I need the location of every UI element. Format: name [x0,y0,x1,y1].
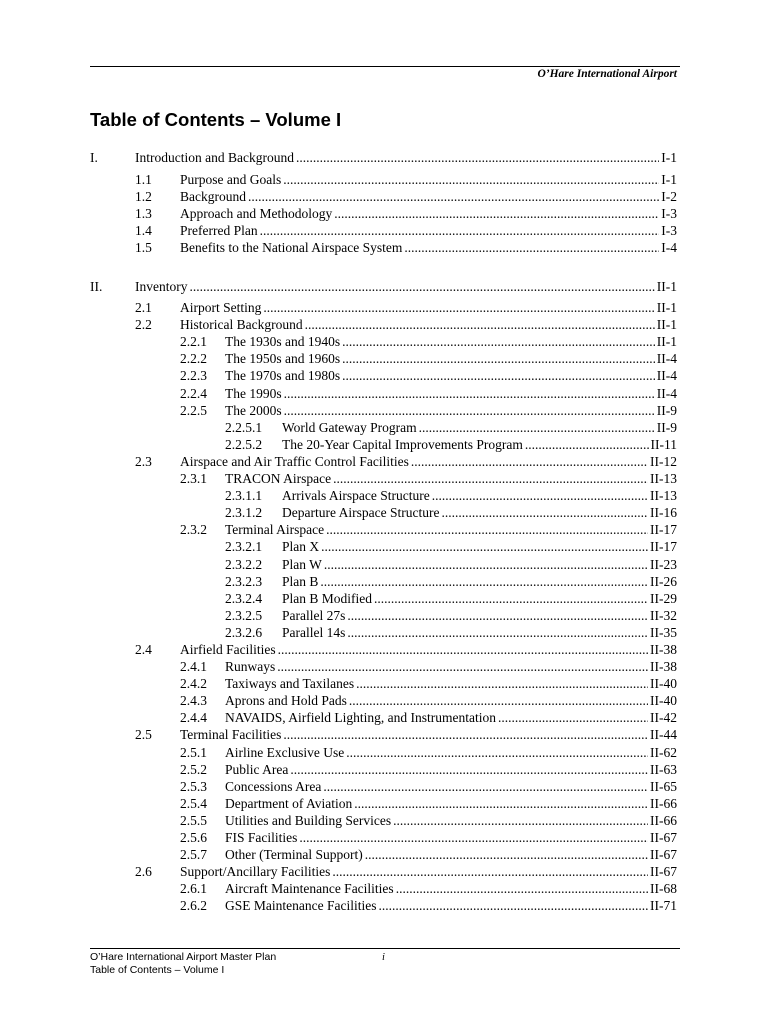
footer-rule [90,948,680,949]
toc-entry-page: I-1 [661,150,677,166]
toc-entry [0,726,768,743]
toc-entry [0,487,768,504]
dot-leader [496,709,648,726]
toc-entry-page: II-17 [650,539,677,555]
toc-entry-body [225,675,677,692]
toc-entry-body [282,607,677,624]
toc-entry [0,521,768,538]
dot-leader [409,453,648,470]
toc-entry [0,778,768,795]
toc-entry-title: Taxiways and Taxilanes [225,676,355,692]
toc-entry-body [225,367,677,384]
toc-entry [0,316,768,333]
toc-entry [0,402,768,419]
toc-entry-number: 1.2 [135,188,152,204]
toc-entry-body [225,829,677,846]
toc-entry [0,333,768,350]
toc-entry-page: II-67 [650,864,677,880]
toc-entry-number: 2.2 [135,317,152,333]
toc-entry [0,222,768,239]
toc-entry-body [225,402,677,419]
toc-entry-body [282,538,677,555]
toc-entry-number: 2.5 [135,727,152,743]
toc-entry-body [225,385,677,402]
toc-entry-title: Public Area [225,761,289,777]
toc-entry-number: 2.5.3 [180,778,207,794]
toc-entry [0,239,768,256]
toc-entry-title: Aircraft Maintenance Facilities [225,881,394,897]
dot-leader [258,222,660,239]
dot-leader [297,829,648,846]
toc-entry-title: Terminal Facilities [180,727,282,743]
dot-leader [372,590,648,607]
dot-leader [318,573,648,590]
dot-leader [322,556,648,573]
toc-entry-number: 1.5 [135,239,152,255]
toc-entry-body [225,846,677,863]
toc-entry [0,188,768,205]
toc-entry-body [282,556,677,573]
toc-entry-title: Aprons and Hold Pads [225,693,347,709]
toc-entry-number: 2.3.2.2 [225,556,263,572]
toc-entry-page: II-63 [650,761,677,777]
toc-entry-number: 2.3.2.5 [225,607,263,623]
toc-entry-number: 2.5.6 [180,830,207,845]
toc-entry-body [282,436,677,453]
toc-entry-body [180,453,677,470]
toc-entry-page: II-1 [656,334,677,350]
toc-entry-title: GSE Maintenance Facilities [225,898,377,914]
toc-entry [0,897,768,914]
toc-entry-page: II-38 [650,659,677,675]
toc-entry [0,171,768,188]
toc-entry-number: 2.3.1.1 [225,488,263,504]
toc-entry-page: II-65 [650,778,677,794]
dot-leader [324,521,648,538]
toc-entry-page: II-29 [650,590,677,606]
toc-entry-page: II-44 [650,727,677,743]
toc-entry-title: The 1930s and 1940s [225,334,341,350]
toc-entry [0,419,768,436]
toc-entry-body [282,419,677,436]
footer-document-title: O’Hare International Airport Master Plan [90,951,277,963]
toc-entry-title: Departure Airspace Structure [282,505,440,521]
toc-entry-body [225,333,677,350]
footer-page-number: i [382,952,385,963]
toc-entry-number: 2.3.1 [180,471,207,487]
dot-leader [332,205,659,222]
toc-entry [0,658,768,675]
toc-entry-title: Department of Aviation [225,795,353,811]
toc-section-heading [0,149,768,166]
toc-entry-title: The 20-Year Capital Improvements Program [282,436,523,452]
toc-entry-title: Plan W [282,556,322,572]
toc-entry [0,590,768,607]
toc-entry-body [225,744,677,761]
dot-leader [282,385,655,402]
toc-entry [0,795,768,812]
footer-section-title: Table of Contents – Volume I [90,964,225,976]
toc-entry-title: The 1970s and 1980s [225,368,341,384]
running-header: O’Hare International Airport [537,68,677,80]
toc-entry-page: II-4 [656,368,677,384]
dot-leader [275,658,648,675]
toc-entry-title: NAVAIDS, Airfield Lighting, and Instrumentation [225,710,496,726]
dot-leader [376,897,648,914]
dot-leader [340,333,655,350]
toc-entry [0,744,768,761]
dot-leader [281,171,659,188]
toc-entry-page: II-17 [650,522,677,538]
toc-entry-number: 2.1 [135,300,152,316]
toc-entry-title: Parallel 27s [282,607,346,623]
toc-entry-page: II-42 [650,710,677,726]
toc-entry-number: 2.5.2 [180,761,207,777]
dot-leader [417,419,655,436]
toc-entry-title: Airfield Facilities [180,641,276,657]
toc-entry-page: II-13 [650,471,677,487]
toc-entry-number: 2.4 [135,641,152,657]
dot-leader [354,675,648,692]
toc-entry-page: I-4 [661,239,677,255]
dot-leader [319,538,648,555]
toc-entry [0,299,768,316]
toc-entry-page: II-1 [656,279,677,294]
toc-entry-page: II-9 [656,419,677,435]
toc-entry-page: I-3 [661,222,677,238]
toc-entry-body [225,778,677,795]
toc-entry [0,812,768,829]
toc-entry-body [225,880,677,897]
toc-entry-number: 2.2.5.1 [225,419,263,435]
toc-entry [0,607,768,624]
toc-entry-body [282,573,677,590]
toc-entry-title: Purpose and Goals [180,171,282,187]
toc-entry-title: Arrivals Airspace Structure [282,488,430,504]
toc-entry-title: Background [180,188,246,204]
dot-leader [321,778,648,795]
toc-entry-title: Terminal Airspace [225,522,325,538]
toc-entry-page: II-40 [650,693,677,709]
toc-entry-number: 2.2.3 [180,368,207,384]
dot-leader [391,812,648,829]
toc-entry-number: 2.4.3 [180,693,207,709]
toc-entry-body [282,624,677,641]
toc-entry [0,367,768,384]
dot-leader [276,641,648,658]
toc-entry-page: I-1 [661,171,677,187]
dot-leader [331,470,648,487]
toc-entry-title: Inventory [135,279,188,294]
toc-entry-page: II-23 [650,556,677,572]
toc-entry-body [180,316,677,333]
toc-entry-number: I. [90,150,98,166]
toc-entry-title: Airport Setting [180,300,262,316]
toc-entry-body [180,863,677,880]
toc-entry-number: 2.3.1.2 [225,505,263,521]
dot-leader [288,761,648,778]
toc-entry-page: II-9 [656,402,677,418]
toc-entry-number: 1.4 [135,222,152,238]
toc-entry [0,538,768,555]
toc-entry-page: II-13 [650,488,677,504]
toc-entry-number: 2.5.7 [180,847,207,863]
toc-entry-page: I-3 [661,205,677,221]
toc-entry-body [225,761,677,778]
toc-entry-page: II-4 [656,351,677,367]
dot-leader [347,692,648,709]
toc-entry-page: I-2 [661,188,677,204]
toc-entry [0,624,768,641]
toc-entry-body [225,795,677,812]
toc-entry-page: II-71 [650,898,677,914]
toc-entry-page: II-32 [650,607,677,623]
toc-entry-page: II-4 [656,385,677,401]
dot-leader [261,299,654,316]
toc-entry-number: 2.3.2.4 [225,590,263,606]
toc-entry-title: Airspace and Air Traffic Control Facilities [180,453,409,469]
toc-entry-number: II. [90,279,103,294]
toc-section-heading [0,278,768,295]
toc-entry-page: II-66 [650,812,677,828]
dot-leader [394,880,648,897]
dot-leader [187,278,654,295]
toc-entry [0,470,768,487]
toc-entry-number: 2.3.2.1 [225,539,263,555]
toc-entry-body [135,278,677,295]
toc-entry-number: 2.6.2 [180,898,207,914]
toc-entry [0,573,768,590]
toc-entry-number: 2.2.2 [180,351,207,367]
dot-leader [439,504,648,521]
toc-entry-body [225,692,677,709]
dot-leader [430,487,648,504]
toc-entry-title: World Gateway Program [282,419,417,435]
toc-entry-title: The 2000s [225,402,282,418]
toc-entry-body [180,299,677,316]
toc-entry-page: II-16 [650,505,677,521]
toc-entry-body [282,487,677,504]
toc-entry-number: 2.5.4 [180,795,207,811]
toc-entry-title: Plan X [282,539,320,555]
toc-entry [0,709,768,726]
toc-entry-page: II-66 [650,795,677,811]
toc-entry [0,205,768,222]
toc-entry-body [282,504,677,521]
dot-leader [402,239,659,256]
toc-entry-number: 2.3.2 [180,522,207,538]
toc-entry-number: 2.2.5.2 [225,436,263,452]
dot-leader [340,367,655,384]
toc-section [0,278,768,914]
toc-entry-body [180,726,677,743]
toc-entry-number: 2.3 [135,453,152,469]
toc-entry-body [225,812,677,829]
toc-entry-number: 2.4.2 [180,676,207,692]
toc-entry-number: 2.2.5 [180,402,207,418]
toc-entry-number: 2.6 [135,864,152,880]
toc-entry-page: II-62 [650,744,677,760]
toc-entry-body [225,709,677,726]
toc-entry-title: Runways [225,659,276,675]
toc-entry-number: 2.3.2.3 [225,573,263,589]
toc-entry-number: 1.1 [135,171,152,187]
toc-entry-page: II-38 [650,641,677,657]
toc-entry-title: Introduction and Background [135,150,294,166]
toc-entry-title: The 1990s [225,385,282,401]
toc-entry-body [180,222,677,239]
dot-leader [345,624,648,641]
toc-entry-page: II-26 [650,573,677,589]
toc-entry [0,385,768,402]
toc-entry-body [180,239,677,256]
toc-entry-body [225,658,677,675]
toc-entry-body [180,205,677,222]
toc-entry-title: FIS Facilities [225,830,298,845]
toc-entry-number: 2.2.4 [180,385,207,401]
toc-entry [0,863,768,880]
toc-entry-title: Historical Background [180,317,303,333]
toc-entry-body [225,521,677,538]
toc-entry-body [225,350,677,367]
toc-entry-body [225,470,677,487]
toc-entry-title: TRACON Airspace [225,471,332,487]
toc-entry-title: Utilities and Building Services [225,812,392,828]
toc-entry-title: Concessions Area [225,778,322,794]
toc-entry-page: II-67 [650,830,677,845]
toc-list [0,149,768,914]
toc-entry-body [225,897,677,914]
dot-leader [246,188,659,205]
toc-entry-body [135,149,677,166]
toc-entry-body [282,590,677,607]
toc-entry-page: II-11 [650,436,677,452]
toc-entry-title: Approach and Methodology [180,205,333,221]
toc-entry [0,556,768,573]
toc-entry-title: Plan B [282,573,319,589]
toc-entry-number: 2.6.1 [180,881,207,897]
toc-entry-title: Parallel 14s [282,624,346,640]
dot-leader [363,846,648,863]
toc-entry-title: Benefits to the National Airspace System [180,239,403,255]
toc-entry-number: 1.3 [135,205,152,221]
toc-entry-title: Support/Ancillary Facilities [180,864,331,880]
toc-entry [0,504,768,521]
toc-entry-number: 2.4.4 [180,710,207,726]
toc-entry-number: 2.2.1 [180,334,207,350]
toc-entry [0,453,768,470]
dot-leader [523,436,649,453]
toc-entry-title: Preferred Plan [180,222,258,238]
toc-entry-page: II-1 [656,300,677,316]
toc-entry-page: II-12 [650,453,677,469]
toc-entry [0,829,768,846]
toc-entry-title: Plan B Modified [282,590,372,606]
toc-entry [0,350,768,367]
toc-entry [0,675,768,692]
toc-entry-number: 2.3.2.6 [225,624,263,640]
dot-leader [330,863,648,880]
toc-entry-page: II-68 [650,881,677,897]
dot-leader [345,607,648,624]
toc-entry-page: II-67 [650,847,677,863]
toc-entry [0,880,768,897]
dot-leader [340,350,655,367]
dot-leader [281,726,648,743]
toc-entry-page: II-1 [656,317,677,333]
toc-entry-number: 2.5.1 [180,744,207,760]
toc-entry-body [180,171,677,188]
toc-entry [0,761,768,778]
toc-entry [0,692,768,709]
toc-entry-number: 2.5.5 [180,812,207,828]
toc-entry [0,436,768,453]
dot-leader [344,744,648,761]
toc-entry-body [180,641,677,658]
page-title: Table of Contents – Volume I [90,109,342,130]
toc-entry-title: The 1950s and 1960s [225,351,341,367]
toc-entry-title: Airline Exclusive Use [225,744,345,760]
toc-entry-title: Other (Terminal Support) [225,847,363,863]
dot-leader [303,316,655,333]
toc-entry [0,846,768,863]
toc-entry [0,641,768,658]
toc-entry-number: 2.4.1 [180,659,207,675]
dot-leader [294,149,659,166]
dot-leader [282,402,655,419]
toc-section [0,149,768,256]
toc-entry-page: II-40 [650,676,677,692]
toc-entry-body [180,188,677,205]
dot-leader [352,795,648,812]
toc-entry-page: II-35 [650,624,677,640]
